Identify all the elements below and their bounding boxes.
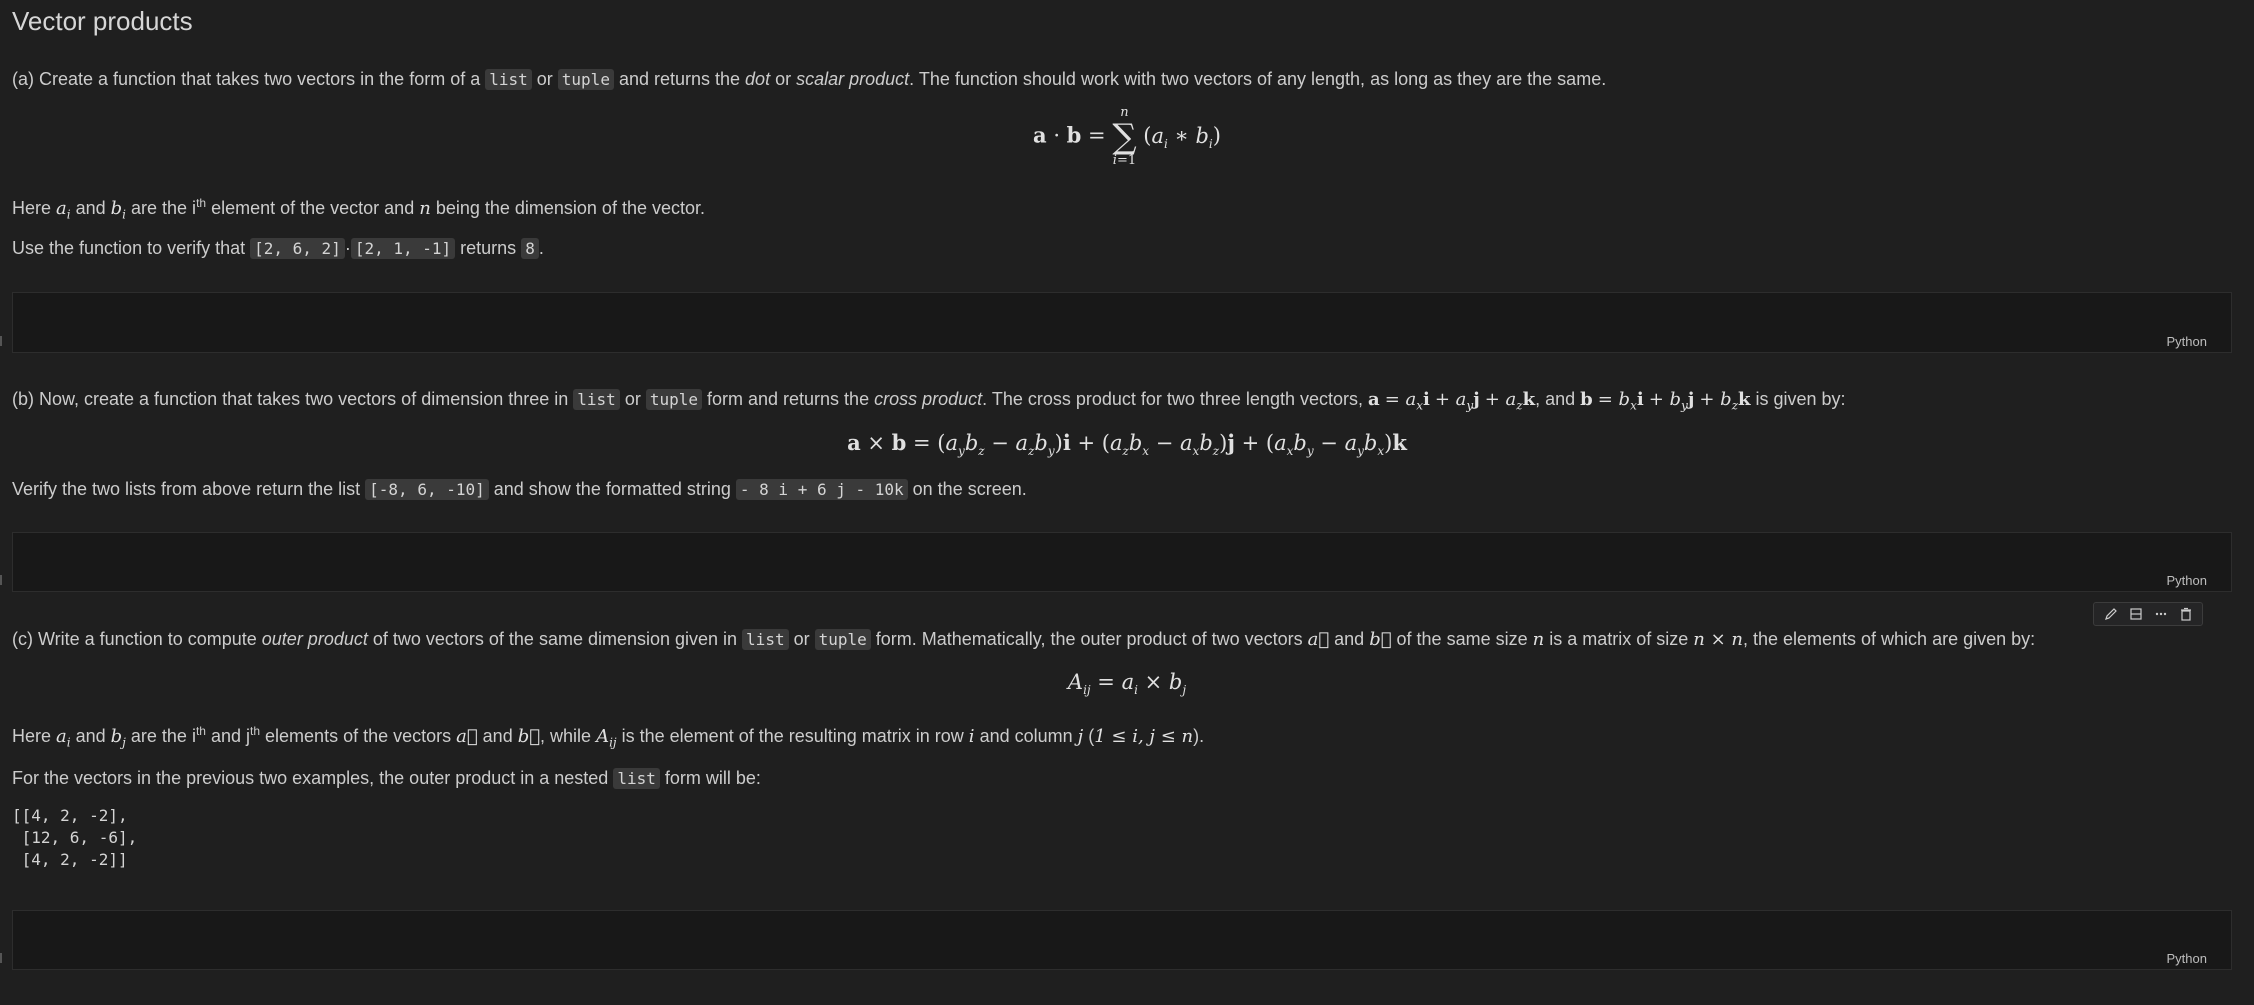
trash-icon[interactable] xyxy=(2176,604,2196,624)
cell-language-label[interactable]: Python xyxy=(2166,951,2207,966)
code-list: list xyxy=(485,69,532,90)
code-result: 8 xyxy=(521,238,539,259)
text: form. Mathematically, the outer product of two vectors xyxy=(870,629,1308,649)
code-string-result: - 8 i + 6 j - 10k xyxy=(736,479,908,500)
part-b-verify xyxy=(12,476,1027,503)
emph-outer: outer product xyxy=(261,629,368,649)
cell-marker xyxy=(0,575,2,585)
code-list-result: [-8, 6, -10] xyxy=(365,479,489,500)
part-a-text-2: and returns the xyxy=(613,69,746,89)
code-cell-3[interactable] xyxy=(12,910,2232,970)
code-list: list xyxy=(573,389,620,410)
text: elements of the vectors xyxy=(260,726,457,746)
part-a-text-4: . The function should work with two vectors of any length, as long as they are the same. xyxy=(909,69,1607,89)
text-or: or xyxy=(531,69,558,89)
cell-marker xyxy=(0,953,2,963)
text: . xyxy=(538,238,544,258)
text: being the dimension of the vector. xyxy=(430,198,705,218)
code-tuple: tuple xyxy=(558,69,614,90)
cell-marker xyxy=(0,336,2,346)
text: is given by: xyxy=(1750,389,1846,409)
text: on the screen. xyxy=(907,479,1027,499)
cell-toolbar xyxy=(2093,602,2203,626)
superscript: th xyxy=(195,724,206,738)
code-tuple: tuple xyxy=(815,629,871,650)
part-c-prev xyxy=(12,765,761,792)
text: Here xyxy=(12,726,57,746)
part-b-intro: (b) Now, create a function that takes two vectors of dimension three in list or tuple form and returns the cross product. The cross product for two three length vectors, $a = a_xi + a_yj + a_zk$, and $b = b_xi + b_yj + b_zk$ is given by: xyxy=(12,389,1846,413)
split-cell-icon[interactable] xyxy=(2126,604,2146,624)
code-vec1: [2, 6, 2] xyxy=(250,238,345,259)
text: and show the formatted string xyxy=(488,479,736,499)
emph-scalar: scalar product xyxy=(796,69,910,89)
cross-product-equation: $a \times b = (a_yb_z - a_zb_y)i + (a_zb_x - a_xb_z)j + (a_xb_y - a_yb_x)k$ xyxy=(847,430,1407,459)
text: is a matrix of size xyxy=(1544,629,1694,649)
text: is the element of the resulting matrix in row xyxy=(616,726,969,746)
part-a-text: (a) Create a function that takes two vectors in the form of a xyxy=(12,69,486,89)
superscript: th xyxy=(250,724,261,738)
text: Here xyxy=(12,198,57,218)
text: returns xyxy=(455,238,522,258)
text: and xyxy=(477,726,518,746)
text: and xyxy=(70,726,111,746)
cell-language-label[interactable]: Python xyxy=(2166,334,2207,349)
text: Verify the two lists from above return the list xyxy=(12,479,366,499)
text: (c) Write a function to compute xyxy=(12,629,262,649)
cell-language-label[interactable]: Python xyxy=(2166,573,2207,588)
text: of two vectors of the same dimension given in xyxy=(367,629,743,649)
text: . The cross product for two three length vectors, xyxy=(982,389,1368,409)
code-vec2: [2, 1, -1] xyxy=(351,238,455,259)
text: and column xyxy=(974,726,1078,746)
text: and j xyxy=(205,726,251,746)
text: ). xyxy=(1193,726,1205,746)
matrix-output: [[4, 2, -2], [12, 6, -6], [4, 2, -2]] xyxy=(12,806,138,869)
part-a-verify xyxy=(12,235,544,262)
text: (b) Now, create a function that takes two vectors of dimension three in xyxy=(12,389,574,409)
emph-dot: dot xyxy=(745,69,771,89)
text: are the i xyxy=(125,726,196,746)
code-tuple: tuple xyxy=(646,389,702,410)
superscript: th xyxy=(196,196,207,210)
code-list: list xyxy=(613,768,660,789)
part-c-here: Here $a_i$ and $b_j$ are the $i^{th}$ and $j^{th}$ elements of the vectors a⃗ and b⃗, while $A_{ij}$ is the element of the resulting matrix in row i and column j (1 ≤ i, j ≤ n). xyxy=(12,724,1205,750)
notebook-title: Vector products xyxy=(12,6,193,36)
text: are the i xyxy=(126,198,197,218)
text: of the same size xyxy=(1391,629,1533,649)
text: For the vectors in the previous two examples, the outer product in a nested xyxy=(12,768,614,788)
text: or xyxy=(788,629,815,649)
part-a-here: Here $a_i$ and $b_i$ are the $i^{th}$ element of the vector and n being the dimension of the vector. xyxy=(12,196,705,222)
text: Use the function to verify that xyxy=(12,238,251,258)
code-list: list xyxy=(742,629,789,650)
text: , while xyxy=(540,726,597,746)
text: and xyxy=(1329,629,1370,649)
text: · xyxy=(344,238,351,258)
text: form and returns the xyxy=(702,389,875,409)
code-cell-2[interactable] xyxy=(12,532,2232,592)
more-icon[interactable] xyxy=(2151,604,2171,624)
text: form will be: xyxy=(659,768,761,788)
text: element of the vector and xyxy=(206,198,420,218)
text: , and xyxy=(1535,389,1581,409)
part-a-text-3: or xyxy=(770,69,797,89)
pencil-icon[interactable] xyxy=(2101,604,2121,624)
text: or xyxy=(619,389,646,409)
part-a-intro xyxy=(12,66,1606,93)
emph-cross: cross product xyxy=(874,389,983,409)
text: , the elements of which are given by: xyxy=(1742,629,2036,649)
outer-product-equation: $A_{ij} = a_i \times b_j$ xyxy=(1067,670,1187,698)
text: and xyxy=(70,198,111,218)
dot-product-equation: a · b = n ∑ i=1 ($a_i$ ∗ $b_i$) xyxy=(1033,105,1221,168)
part-c-intro: (c) Write a function to compute outer product of two vectors of the same dimension given in list or tuple form. Mathematically, the outer product of two vectors a⃗ and b⃗ of the same size n is a matrix of size n × n, the elements of which are given by: xyxy=(12,629,2036,650)
code-cell-1[interactable] xyxy=(12,292,2232,353)
